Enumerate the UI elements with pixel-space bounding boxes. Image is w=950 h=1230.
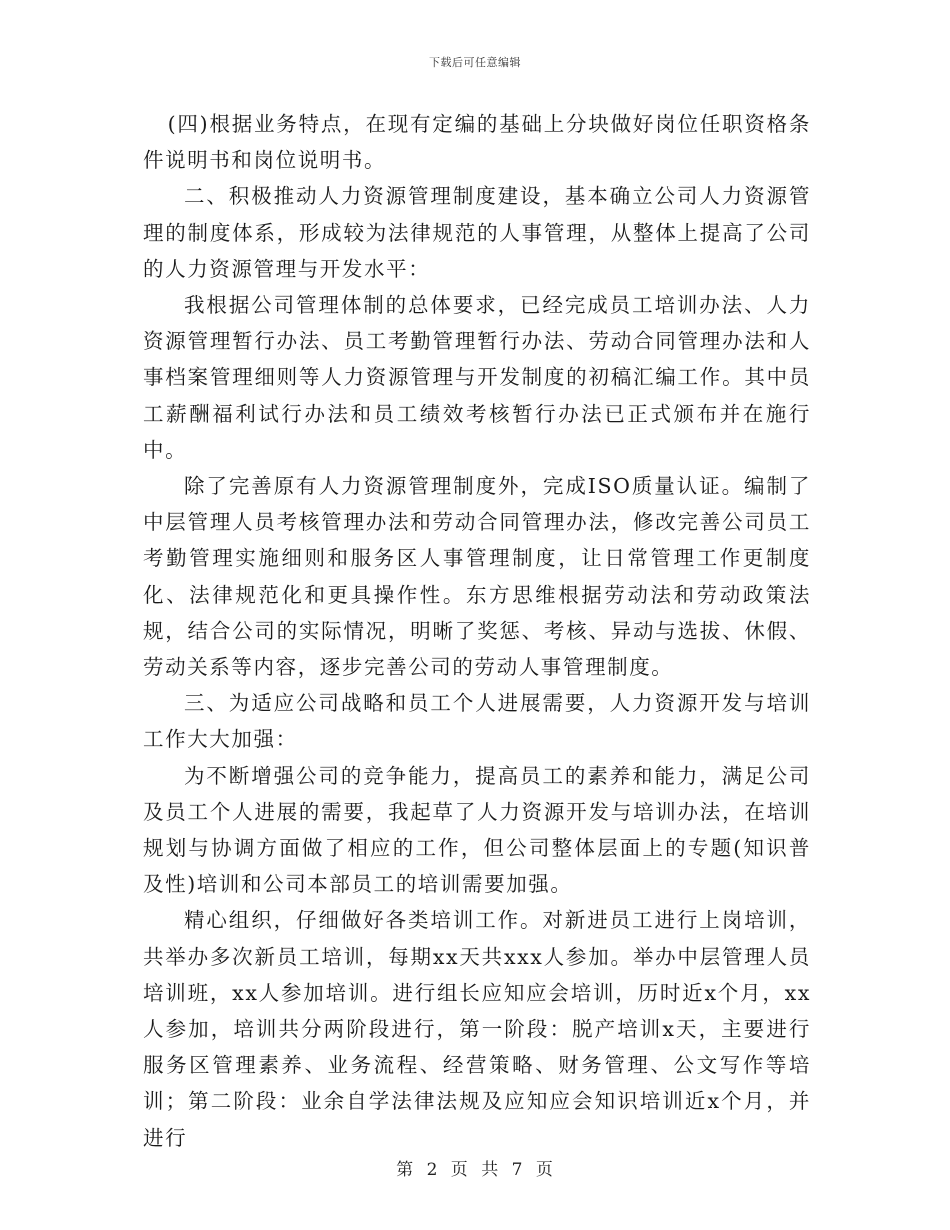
- paragraph-5: 三、为适应公司战略和员工个人进展需要，人力资源开发与培训工作大大加强：: [143, 691, 811, 752]
- paragraph-2: 二、积极推动人力资源管理制度建设，基本确立公司人力资源管理的制度体系，形成较为法律规范的人事管理，从整体上提高了公司的人力资源管理与开发水平：: [143, 184, 811, 281]
- page-number: 第 2 页 共 7 页: [396, 1160, 554, 1180]
- document-body: [143, 106, 811, 1156]
- paragraph-6: 为不断增强公司的竞争能力，提高员工的素养和能力，满足公司及员工个人进展的需要，我起草了人力资源开发与培训办法，在培训规划与协调方面做了相应的工作，但公司整体层面上的专题(知识普及性)培训和公司本部员工的培训需要加强。: [143, 763, 811, 897]
- paragraph-4: 除了完善原有人力资源管理制度外，完成ISO质量认证。编制了中层管理人员考核管理办法和劳动合同管理办法，修改完善公司员工考勤管理实施细则和服务区人事管理制度，让日常管理工作更制度化、法律规范化和更具操作性。东方思维根据劳动法和劳动政策法规，结合公司的实际情况，明晰了奖惩、考核、异动与选拔、休假、劳动关系等内容，逐步完善公司的劳动人事管理制度。: [143, 474, 811, 680]
- page-header: 下载后可任意编辑: [429, 56, 521, 69]
- paragraph-3: 我根据公司管理体制的总体要求，已经完成员工培训办法、人力资源管理暂行办法、员工考勤管理暂行办法、劳动合同管理办法和人事档案管理细则等人力资源管理与开发制度的初稿汇编工作。其中员工薪酬福利试行办法和员工绩效考核暂行办法已正式颁布并在施行中。: [143, 293, 811, 462]
- paragraph-7: 精心组织，仔细做好各类培训工作。对新进员工进行上岗培训，共举办多次新员工培训，每期xx天共xxx人参加。举办中层管理人员培训班，xx人参加培训。进行组长应知应会培训，历时近x个月，xx人参加，培训共分两阶段进行，第一阶段：脱产培训x天，主要进行服务区管理素养、业务流程、经营策略、财务管理、公文写作等培训；第二阶段：业余自学法律法规及应知应会知识培训近x个月，并进行: [143, 908, 811, 1150]
- paragraph-1: (四)根据业务特点，在现有定编的基础上分块做好岗位任职资格条件说明书和岗位说明书。: [143, 112, 811, 173]
